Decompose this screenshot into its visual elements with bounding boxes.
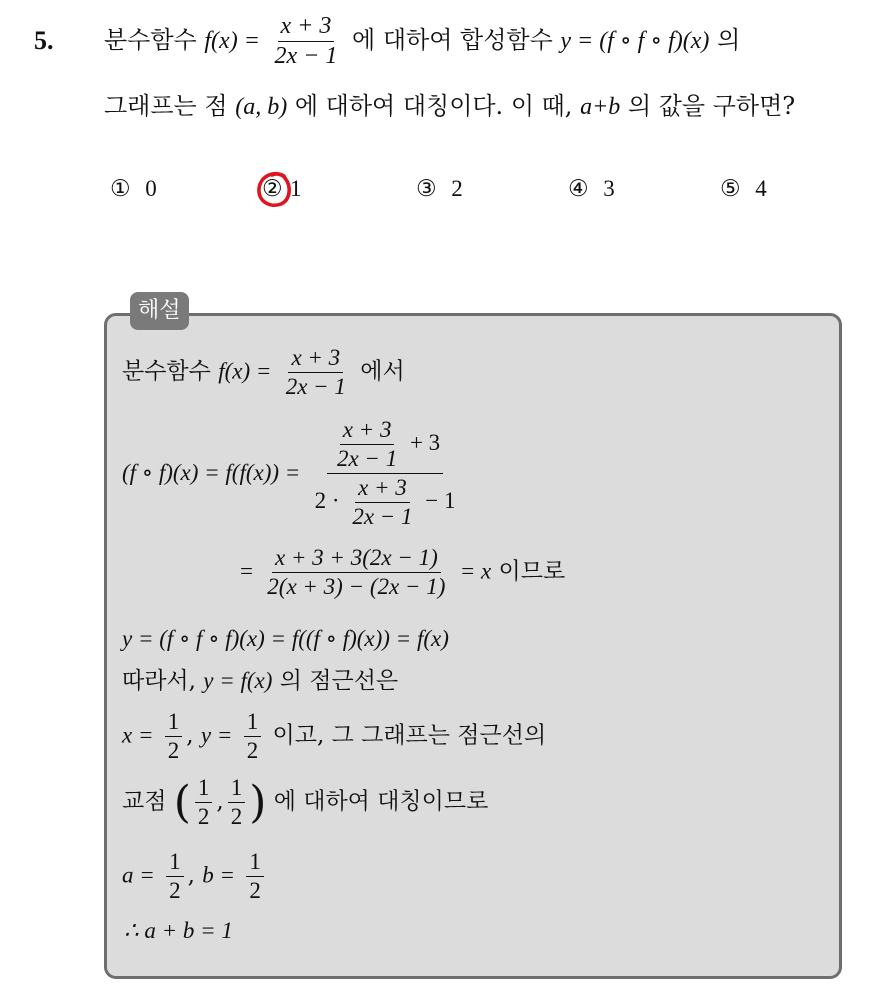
solution-l2-inner-den-top: 2x − 1 [336, 446, 398, 472]
solution-line-1 [122, 346, 405, 399]
question-line2-b: 에 대하여 대칭이다. 이 때, [294, 92, 573, 120]
solution-l2-inner-fraction-top [334, 418, 400, 471]
question-ui: 의 [717, 26, 741, 55]
selected-answer-circle-mark [254, 170, 294, 210]
question-sum: a+b [580, 94, 621, 120]
question-line2-a: 그래프는 점 [104, 92, 228, 120]
solution-l8-den-b: 2 [249, 878, 261, 904]
solution-l7-fraction-1 [195, 776, 213, 829]
solution-l5-math: y = f(x) [203, 668, 273, 693]
solution-line-8: a = $\frac{1}{2}$ , b = $\frac{1}{2}$ [122, 850, 268, 903]
solution-line-6: x = $\frac{1}{2}$ , y = $\frac{1}{2}$ 이고, 그 그래프는 점근선의 [122, 709, 547, 764]
question-composition: y = (f ∘ f ∘ f)(x) [560, 28, 710, 55]
question-fraction-denominator: 2x − 1 [274, 43, 338, 70]
question-function-lhs: f(x) = [204, 28, 260, 55]
solution-l2-inner-den-bottom: 2x − 1 [352, 504, 413, 530]
question-line2-c: 의 값을 구하면? [627, 92, 796, 120]
choice-3-value: 2 [451, 176, 463, 201]
choice-5[interactable] [720, 176, 767, 202]
solution-l6-den-y: 2 [246, 738, 259, 764]
solution-l2-inner-fraction-bottom [349, 476, 415, 529]
solution-l3-eqx: = x [459, 558, 492, 584]
solution-tag: 해설 [130, 292, 189, 330]
solution-line-3 [240, 546, 565, 599]
solution-l6-suffix: 이고, 그 그래프는 점근선의 [272, 722, 547, 749]
question-point: (a, b) [235, 94, 288, 120]
solution-l3-fraction [264, 546, 448, 599]
solution-l2-big-numerator [327, 418, 443, 474]
solution-l6-num-y: 1 [244, 710, 262, 737]
solution-l7-den-2: 2 [230, 804, 243, 830]
question-number: 5. [34, 26, 54, 55]
solution-l7-suffix: 에 대하여 대칭이므로 [273, 788, 489, 815]
solution-l1-suffix: 에서 [360, 358, 405, 385]
solution-l5-text: 따라서, [122, 668, 196, 694]
solution-l8-b: b = [202, 862, 235, 888]
choice-2-mark: ② [262, 176, 283, 202]
choice-1-mark: ① [110, 176, 131, 202]
choice-4-mark: ④ [568, 176, 589, 202]
solution-l6-fraction-y [244, 710, 262, 763]
solution-l6-num-x: 1 [165, 710, 183, 737]
solution-l2-big-denominator [312, 474, 459, 529]
solution-l7-num-1: 1 [195, 776, 213, 803]
solution-l2-big-fraction [312, 418, 459, 530]
solution-l7-fraction-2 [228, 776, 246, 829]
solution-l3-numerator: x + 3 + 3(2x − 1) [272, 546, 441, 573]
choice-3[interactable] [416, 176, 463, 202]
solution-l8-fraction-b [246, 850, 264, 903]
solution-l8-a: a = [122, 862, 155, 888]
question-fraction-numerator: x + 3 [278, 14, 335, 42]
question-line-2 [104, 86, 795, 121]
solution-l2-inner-num-top: x + 3 [340, 418, 395, 445]
solution-line-9: ∴ a + b = 1 [124, 918, 233, 943]
solution-l2-two: 2 · [314, 488, 340, 514]
solution-l1-numerator: x + 3 [288, 346, 343, 373]
solution-l6-x: x = [122, 722, 154, 748]
choice-1-value: 0 [145, 176, 157, 201]
solution-l2-inner-num-bottom: x + 3 [355, 476, 410, 503]
choice-5-value: 4 [755, 176, 767, 201]
solution-l8-fraction-a [166, 850, 184, 903]
solution-l6-y: y = [200, 722, 233, 748]
choice-4-value: 3 [603, 176, 615, 201]
solution-l7-den-1: 2 [197, 804, 210, 830]
question-line-1 [104, 14, 740, 69]
solution-l1-denominator: 2x − 1 [285, 374, 346, 400]
solution-l2-plus: + 3 [409, 429, 441, 455]
solution-l5-suffix: 의 점근선은 [279, 668, 399, 694]
solution-l3-suffix: 이므로 [498, 558, 566, 585]
solution-l8-num-a: 1 [166, 850, 184, 877]
solution-line-5 [122, 662, 398, 695]
solution-line-2 [122, 418, 463, 530]
solution-l3-denominator: 2(x + 3) − (2x − 1) [267, 574, 446, 600]
solution-l1-text: 분수함수 [122, 358, 211, 385]
solution-l8-den-a: 2 [169, 878, 181, 904]
solution-line-7: 교점 ( $\frac{1}{2}$ , $\frac{1}{2}$ ) 에 대하여 대칭이므로 [122, 775, 489, 830]
choice-4[interactable] [568, 176, 615, 202]
solution-l8-num-b: 1 [246, 850, 264, 877]
choice-1[interactable] [110, 176, 157, 202]
solution-l2-minus: − 1 [425, 488, 456, 514]
choice-3-mark: ③ [416, 176, 437, 202]
solution-l7-text: 교점 [122, 788, 167, 815]
solution-l6-den-x: 2 [167, 738, 180, 764]
choice-2-value: 1 [289, 176, 302, 201]
question-intro: 분수함수 [104, 26, 197, 55]
question-mid: 에 대하여 합성함수 [352, 26, 553, 55]
solution-l2-lhs: (f ∘ f)(x) = f(f(x)) = [122, 459, 301, 485]
solution-l1-f: f(x) = [218, 358, 272, 384]
solution-l7-num-2: 1 [228, 776, 246, 803]
choice-5-mark: ⑤ [720, 176, 741, 202]
solution-line-4: y = (f ∘ f ∘ f)(x) = f((f ∘ f)(x)) = f(x) [122, 626, 449, 651]
solution-l6-fraction-x [165, 710, 183, 763]
solution-l3-eq: = [240, 558, 253, 584]
solution-l1-fraction [283, 346, 349, 399]
question-fraction [272, 14, 341, 69]
